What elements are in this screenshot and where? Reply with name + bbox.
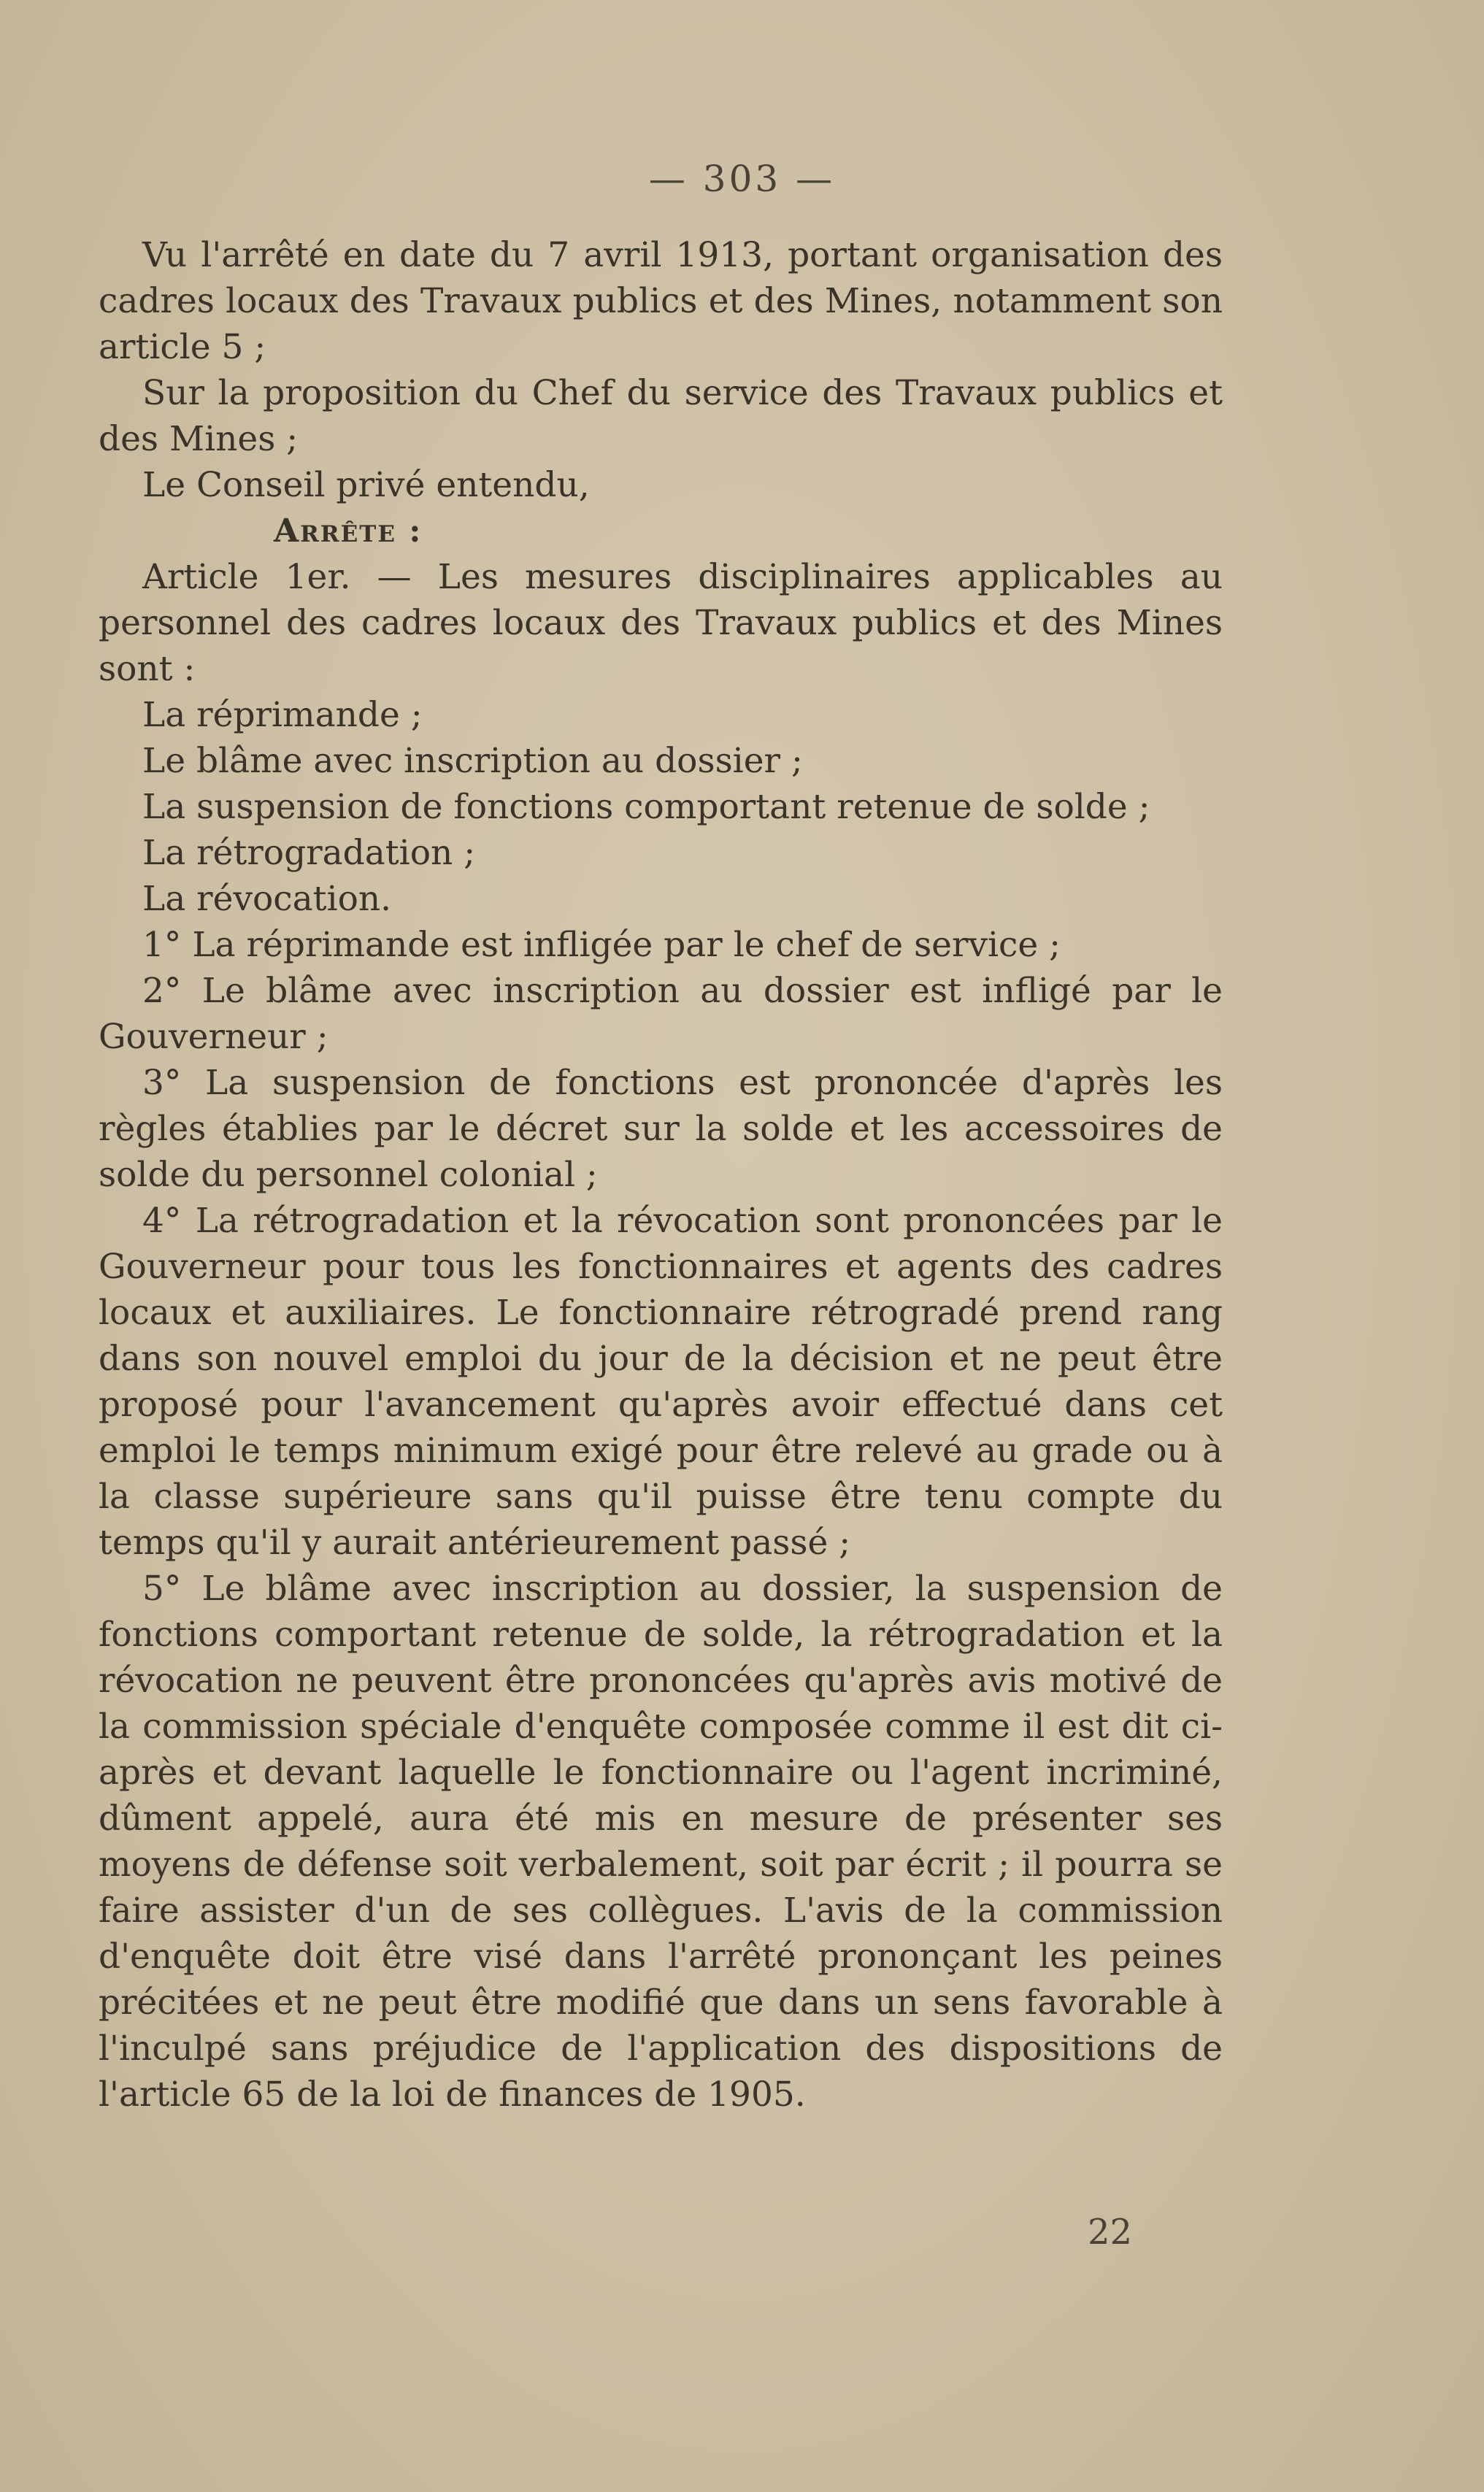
paragraph-vu: Vu l'arrêté en date du 7 avril 1913, portant organisation des cadres locaux des Travaux publics et des Mines, notamment son article 5 ; [99, 235, 1223, 367]
paragraph-conseil: Le Conseil privé entendu, [142, 465, 590, 505]
list-item-revocation: La révocation. [142, 879, 392, 919]
list-item-retrogradation: La rétrogradation ; [142, 833, 476, 873]
paragraph-proposition: Sur la proposition du Chef du service des Travaux publics et des Mines ; [99, 373, 1223, 459]
page-number: — 303 — [648, 158, 836, 200]
clause-1: 1° La réprimande est infligée par le chef de service ; [142, 925, 1061, 965]
signature-mark: 22 [1088, 2212, 1133, 2253]
clause-4: 4° La rétrogradation et la révocation sont prononcées par le Gouverneur pour tous les fonctionnaires et agents des cadres locaux et auxiliaires. Le fonctionnaire rétrogradé prend rang dans son nouvel emploi du jour de la décision et ne peut être proposé pour l'avancement qu'après avoir effectué dans cet emploi le temps minimum exigé pour être relevé au grade ou à la classe supérieure sans qu'il puisse être tenu compte du temps qu'il y aurait antérieurement passé ; [99, 1201, 1223, 1563]
clause-5: 5° Le blâme avec inscription au dossier, la suspension de fonctions comportant retenue de solde, la rétrogradation et la révocation ne peuvent être prononcées qu'après avis motivé de la commission spéciale d'enquête composée comme il est dit ci-après et devant laquelle le fonctionnaire ou l'agent incriminé, dûment appelé, aura été mis en mesure de présenter ses moyens de défense soit verbalement, soit par écrit ; il pourra se faire assister d'un de ses collègues. L'avis de la commission d'enquête doit être visé dans l'arrêté prononçant les peines précitées et ne peut être modifié que dans un sens favorable à l'inculpé sans préjudice de l'application des dispositions de l'article 65 de la loi de finances de 1905. [99, 1569, 1223, 2115]
decree-heading: Arrête : [274, 512, 423, 550]
article-1-intro: Article 1er. — Les mesures disciplinaires applicables au personnel des cadres locaux des Travaux publics et des Mines sont : [99, 557, 1223, 689]
document-body [99, 232, 1223, 2118]
list-item-blame: Le blâme avec inscription au dossier ; [142, 741, 803, 781]
list-item-suspension: La suspension de fonctions comportant retenue de solde ; [142, 787, 1150, 827]
clause-2: 2° Le blâme avec inscription au dossier est infligé par le Gouverneur ; [99, 971, 1223, 1057]
list-item-reprimande: La réprimande ; [142, 695, 423, 735]
clause-3: 3° La suspension de fonctions est prononcée d'après les règles établies par le décret sur la solde et les accessoires de solde du personnel colonial ; [99, 1063, 1223, 1195]
